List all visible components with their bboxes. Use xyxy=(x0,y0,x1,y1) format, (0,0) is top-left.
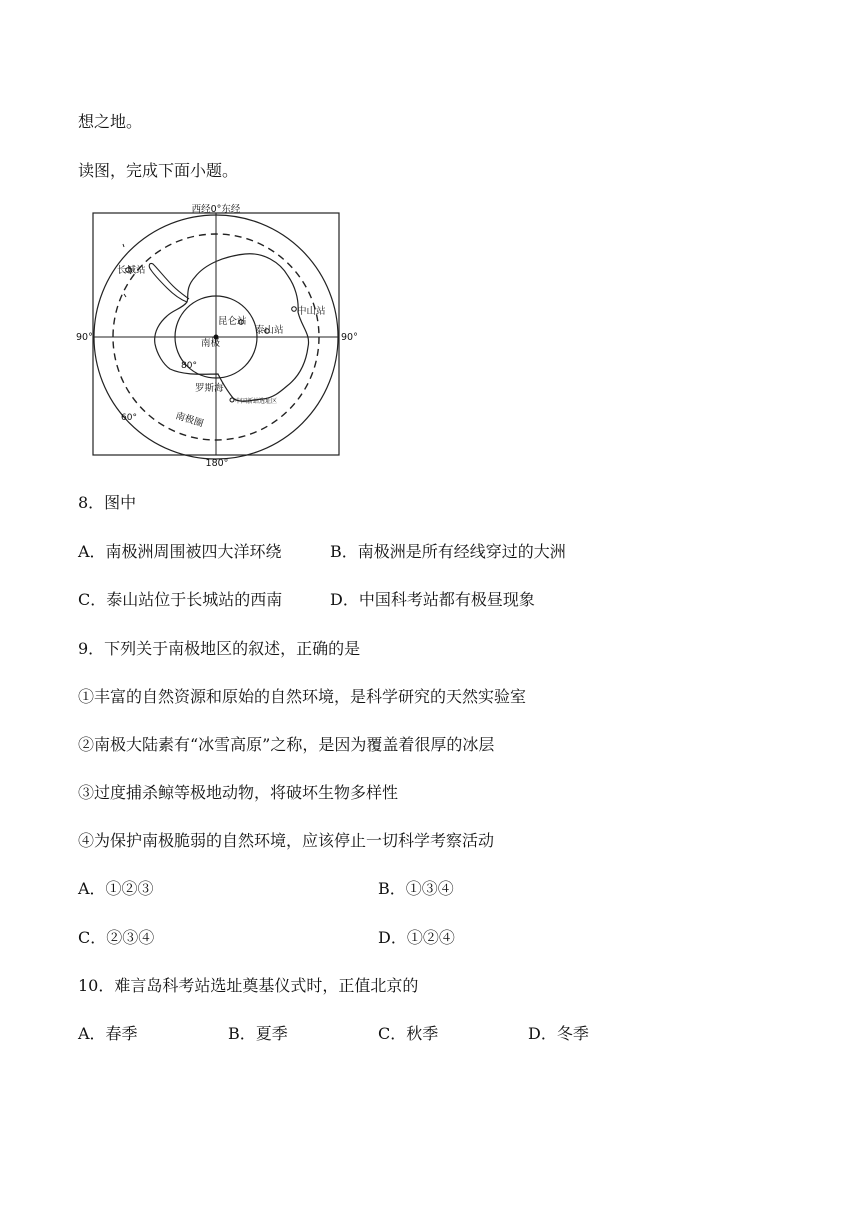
right-longitude-label: 90° xyxy=(341,332,358,343)
intro-text-line-1: 想之地。 xyxy=(78,112,143,131)
antarctic-peninsula xyxy=(149,263,189,302)
q10-option-c[interactable]: C．秋季 xyxy=(378,1024,439,1043)
q9-statement-4: ④为保护南极脆弱的自然环境，应该停止一切科学考察活动 xyxy=(78,831,495,850)
left-longitude-label: 90° xyxy=(76,332,93,343)
q10-option-d[interactable]: D．冬季 xyxy=(528,1024,589,1043)
q8-option-c[interactable]: C．泰山站位于长城站的西南 xyxy=(78,590,283,609)
q8-stem: 8．图中 xyxy=(78,493,137,512)
bottom-longitude-label: 180° xyxy=(205,458,229,469)
new-station-label: 中国新站选址区 xyxy=(235,398,278,405)
changcheng-station-label: 长城站 xyxy=(117,265,146,276)
kunlun-station-label: 昆仑站 xyxy=(218,316,247,327)
south-pole-label: 南极 xyxy=(201,338,221,349)
latitude-80-label: 80° xyxy=(181,361,197,371)
q9-option-c[interactable]: C．②③④ xyxy=(78,928,155,947)
q9-option-d[interactable]: D．①②④ xyxy=(378,928,455,947)
ross-sea-label: 罗斯海 xyxy=(195,383,224,394)
latitude-60-label: 60° xyxy=(121,413,137,423)
q8-option-a[interactable]: A．南极洲周围被四大洋环绕 xyxy=(78,542,282,561)
q9-statement-1: ①丰富的自然资源和原始的自然环境，是科学研究的天然实验室 xyxy=(78,687,527,706)
q9-statement-3: ③过度捕杀鲸等极地动物，将破坏生物多样性 xyxy=(78,783,399,802)
q9-option-a[interactable]: A．①②③ xyxy=(78,879,154,898)
zhongshan-station-marker xyxy=(292,307,297,312)
q10-option-a[interactable]: A．春季 xyxy=(78,1024,138,1043)
zhongshan-station-label: 中山站 xyxy=(297,306,326,317)
q9-option-b[interactable]: B．①③④ xyxy=(378,879,454,898)
intro-text-line-2: 读图，完成下面小题。 xyxy=(78,161,239,180)
q9-statement-2: ②南极大陆素有“冰雪高原”之称，是因为覆盖着很厚的冰层 xyxy=(78,735,495,754)
q10-stem: 10．难言岛科考站选址奠基仪式时，正值北京的 xyxy=(78,976,419,995)
taishan-station-label: 泰山站 xyxy=(255,325,284,336)
q9-stem: 9．下列关于南极地区的叙述，正确的是 xyxy=(78,639,361,658)
antarctica-map xyxy=(75,204,358,469)
new-station-marker xyxy=(230,398,234,402)
antarctic-circle-label: 南极圈 xyxy=(174,410,205,430)
q8-option-d[interactable]: D．中国科考站都有极昼现象 xyxy=(330,590,535,609)
q10-option-b[interactable]: B．夏季 xyxy=(228,1024,288,1043)
q8-option-b[interactable]: B．南极洲是所有经线穿过的大洲 xyxy=(330,542,566,561)
antarctica-outline xyxy=(155,254,309,401)
top-longitude-label: 西经0°东经 xyxy=(191,204,241,215)
